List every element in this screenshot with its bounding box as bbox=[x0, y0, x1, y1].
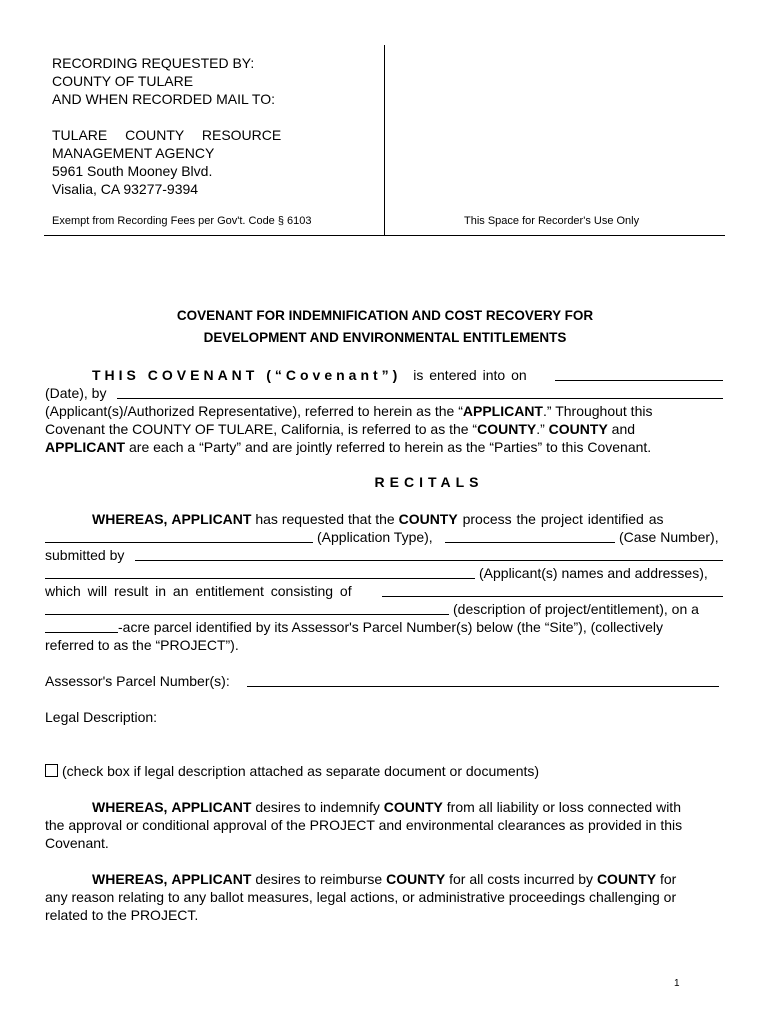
applicant-term: APPLICANT bbox=[462, 403, 543, 419]
header-divider-vertical bbox=[384, 45, 385, 236]
recorder-space-note: This Space for Recorder's Use Only bbox=[464, 215, 640, 227]
applicant-term-4: APPLICANT bbox=[171, 799, 252, 815]
intro-line-3 bbox=[45, 402, 725, 420]
intro-l4b: .” bbox=[536, 421, 549, 437]
submitted-by-label: submitted by bbox=[45, 547, 125, 563]
applicant-names-label: (Applicant(s) names and addresses), bbox=[479, 565, 708, 581]
recital-1-line-1 bbox=[92, 510, 663, 528]
exempt-note: Exempt from Recording Fees per Gov't. Code § 6103 bbox=[52, 215, 312, 227]
description-blank[interactable] bbox=[45, 600, 449, 615]
recital-2-line-1 bbox=[92, 798, 681, 816]
document-title-line-2: DEVELOPMENT AND ENVIRONMENTAL ENTITLEMENTS bbox=[203, 330, 567, 345]
county-term: COUNTY bbox=[477, 421, 537, 437]
applicant-names-blank[interactable] bbox=[45, 564, 475, 579]
apn-blank[interactable] bbox=[247, 672, 719, 687]
county-term-6: COUNTY bbox=[596, 871, 657, 887]
intro-line-2 bbox=[45, 384, 106, 402]
which-will-label: which will result in an entitlement consisting of bbox=[45, 583, 352, 599]
application-type-label: (Application Type), bbox=[317, 529, 433, 545]
this-covenant-label: THIS COVENANT (“Covenant”) bbox=[92, 367, 402, 383]
county-of-tulare: COUNTY OF TULARE bbox=[52, 73, 194, 89]
when-recorded-mail-to: AND WHEN RECORDED MAIL TO: bbox=[52, 91, 275, 107]
recital-3-a: desires to reimburse bbox=[251, 871, 387, 887]
date-blank[interactable] bbox=[555, 366, 723, 381]
apn-label: Assessor's Parcel Number(s): bbox=[45, 673, 230, 689]
submitted-by-blank[interactable] bbox=[135, 546, 723, 561]
intro-l3b: .” Throughout this bbox=[543, 403, 653, 419]
address-line-1: 5961 South Mooney Blvd. bbox=[52, 163, 213, 179]
recital-3-b: for all costs incurred by bbox=[445, 871, 597, 887]
referred-project-label: referred to as the “PROJECT”). bbox=[45, 637, 239, 653]
applicant-term-5: APPLICANT bbox=[171, 871, 252, 887]
case-number-blank[interactable] bbox=[445, 528, 615, 543]
intro-line-1 bbox=[92, 366, 527, 384]
county-term-4: COUNTY bbox=[383, 799, 443, 815]
application-type-blank[interactable] bbox=[45, 528, 313, 543]
entitlement-blank[interactable] bbox=[382, 582, 723, 597]
intro-l5b: are each a “Party” and are jointly referred to herein as the “Parties” to this Covenant. bbox=[125, 439, 652, 455]
acre-parcel-label: -acre parcel identified by its Assessor's Parcel Number(s) below (the “Site”), (collectively bbox=[118, 619, 663, 635]
recital-2-a: desires to indemnify bbox=[251, 799, 384, 815]
header-divider-horizontal bbox=[44, 235, 725, 236]
entered-into-text: is entered into on bbox=[413, 367, 527, 383]
legal-description-checkbox-row bbox=[45, 762, 539, 780]
checkbox-label: (check box if legal description attached as separate document or documents) bbox=[62, 763, 540, 779]
intro-l3a: (Applicant(s)/Authorized Representative), referred to herein as the “ bbox=[45, 403, 463, 419]
applicant-name-blank[interactable] bbox=[117, 384, 723, 399]
whereas-term-2: WHEREAS, bbox=[92, 799, 168, 815]
recitals-heading: RECITALS bbox=[374, 474, 484, 490]
legal-description-label: Legal Description: bbox=[45, 709, 158, 725]
agency-line-1: TULARE COUNTY RESOURCE bbox=[52, 127, 282, 143]
acre-blank[interactable] bbox=[45, 618, 118, 633]
applicant-term-2: APPLICANT bbox=[45, 439, 126, 455]
whereas-term-3: WHEREAS, bbox=[92, 871, 168, 887]
recital-3-c: for bbox=[656, 871, 677, 887]
intro-line-5 bbox=[45, 438, 651, 456]
applicant-term-3: APPLICANT bbox=[171, 511, 252, 527]
agency-line-2: MANAGEMENT AGENCY bbox=[52, 145, 215, 161]
recital-2-line-3: Covenant. bbox=[45, 835, 109, 851]
recital-2-line-2: the approval or conditional approval of the PROJECT and environmental clearances as provided in this bbox=[45, 817, 683, 833]
recital-1-b: process the project identified as bbox=[457, 511, 664, 527]
county-term-2: COUNTY bbox=[548, 421, 608, 437]
recital-1-a: has requested that the bbox=[251, 511, 399, 527]
case-number-label: (Case Number), bbox=[619, 529, 719, 545]
document-title-line-1: COVENANT FOR INDEMNIFICATION AND COST RECOVERY FOR bbox=[176, 308, 594, 323]
intro-l4a: Covenant the COUNTY OF TULARE, California, is referred to as the “ bbox=[45, 421, 478, 437]
whereas-term: WHEREAS, bbox=[92, 511, 168, 527]
county-term-5: COUNTY bbox=[386, 871, 446, 887]
recital-2-b: from all liability or loss connected with bbox=[442, 799, 681, 815]
county-term-3: COUNTY bbox=[398, 511, 458, 527]
page-number: 1 bbox=[674, 978, 680, 989]
recital-3-line-1 bbox=[92, 870, 676, 888]
intro-l4c: and bbox=[607, 421, 636, 437]
intro-line-4 bbox=[45, 420, 635, 438]
recording-requested-by: RECORDING REQUESTED BY: bbox=[52, 55, 255, 71]
address-line-2: Visalia, CA 93277-9394 bbox=[52, 181, 199, 197]
description-label: (description of project/entitlement), on a bbox=[453, 601, 699, 617]
recital-3-line-3: related to the PROJECT. bbox=[45, 907, 199, 923]
date-by-text: (Date), by bbox=[45, 385, 107, 401]
legal-description-checkbox[interactable] bbox=[45, 764, 58, 777]
recital-3-line-2: any reason relating to any ballot measures, legal actions, or administrative proceedings challenging or bbox=[45, 889, 677, 905]
